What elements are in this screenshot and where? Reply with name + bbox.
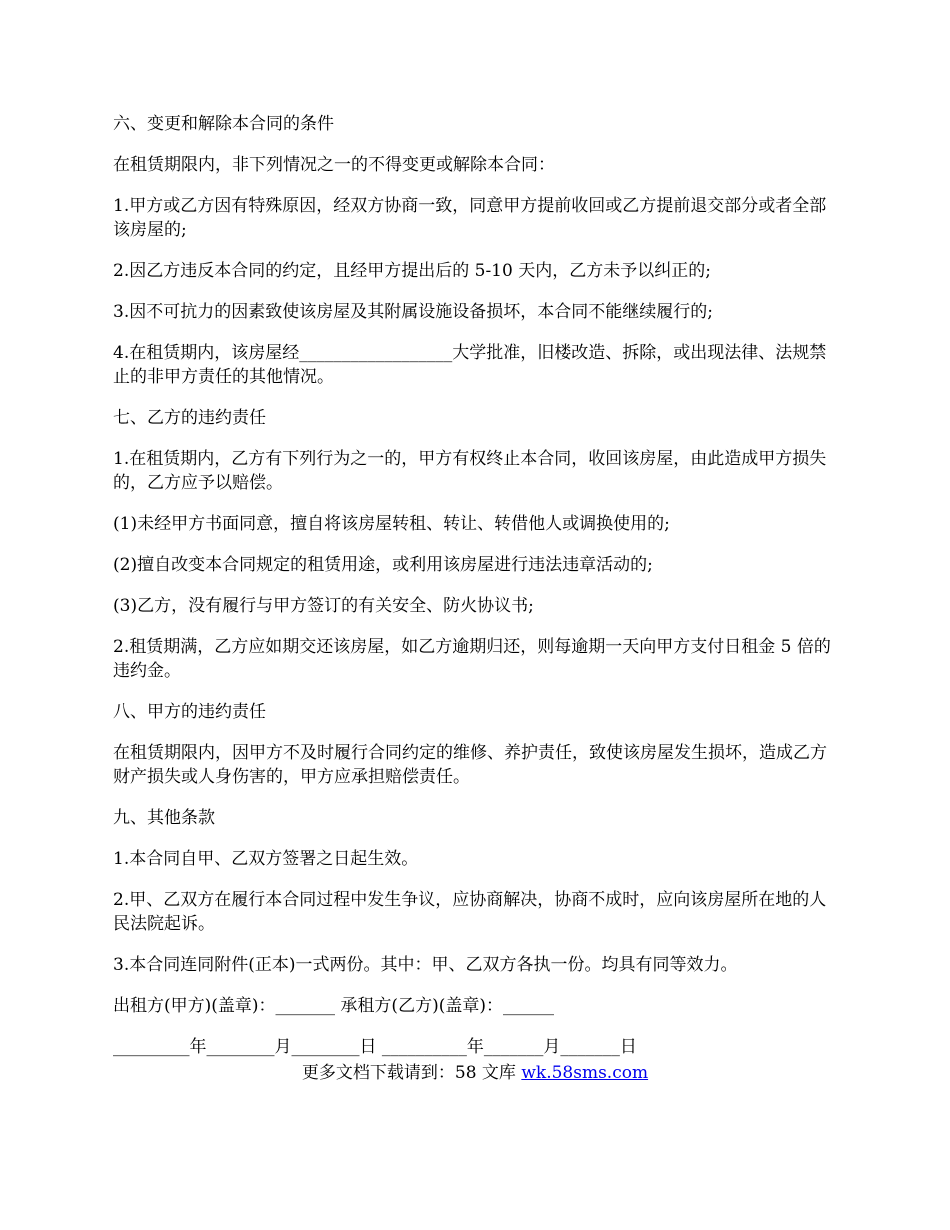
clause-7-1-c: (3)乙方，没有履行与甲方签订的有关安全、防火协议书; xyxy=(113,596,534,616)
section-heading-7: 七、乙方的违约责任 xyxy=(113,408,266,428)
paragraph: 在租赁期限内，非下列情况之一的不得变更或解除本合同： xyxy=(113,155,555,175)
clause-9-2: 2.甲、乙双方在履行本合同过程中发生争议，应协商解决，协商不成时，应向该房屋所在地的人民法院起诉。 xyxy=(113,890,827,934)
signature-line: 出租方(甲方)(盖章)：_______ 承租方(乙方)(盖章)：______ xyxy=(113,996,554,1016)
clause-7-1-a: (1)未经甲方书面同意，擅自将该房屋转租、转让、转借他人或调换使用的; xyxy=(113,514,670,534)
section-heading-8: 八、甲方的违约责任 xyxy=(113,702,266,722)
paragraph: 在租赁期限内，因甲方不及时履行合同约定的维修、养护责任，致使该房屋发生损坏，造成乙方财产损失或人身伤害的，甲方应承担赔偿责任。 xyxy=(113,743,827,787)
date-line: _________年________月________日 __________年_______月_______日 xyxy=(113,1037,637,1057)
section-heading-6: 六、变更和解除本合同的条件 xyxy=(113,114,334,134)
clause-7-2: 2.租赁期满，乙方应如期交还该房屋，如乙方逾期归还，则每逾期一天向甲方支付日租金 5 倍的违约金。 xyxy=(113,637,831,681)
clause-9-3: 3.本合同连同附件(正本)一式两份。其中：甲、乙双方各执一份。均具有同等效力。 xyxy=(113,955,738,975)
clause-7-1-b: (2)擅自改变本合同规定的租赁用途，或利用该房屋进行违法违章活动的; xyxy=(113,555,653,575)
clause-6-3: 3.因不可抗力的因素致使该房屋及其附属设施设备损坏，本合同不能继续履行的; xyxy=(113,302,713,322)
clause-6-2: 2.因乙方违反本合同的约定，且经甲方提出后的 5-10 天内，乙方未予以纠正的; xyxy=(113,261,711,281)
section-heading-9: 九、其他条款 xyxy=(113,808,215,828)
clause-6-4: 4.在租赁期内，该房屋经__________________大学批准，旧楼改造、拆除，或出现法律、法规禁止的非甲方责任的其他情况。 xyxy=(113,343,827,387)
clause-9-1: 1.本合同自甲、乙双方签署之日起生效。 xyxy=(113,849,419,869)
clause-6-1: 1.甲方或乙方因有特殊原因，经双方协商一致，同意甲方提前收回或乙方提前退交部分或者全部该房屋的; xyxy=(113,196,827,240)
footer-link[interactable]: wk.58sms.com xyxy=(521,1063,649,1083)
clause-7-1: 1.在租赁期内，乙方有下列行为之一的，甲方有权终止本合同，收回该房屋，由此造成甲方损失的，乙方应予以赔偿。 xyxy=(113,449,827,493)
document-body xyxy=(113,112,843,1076)
footer-text: 更多文档下载请到：58 文库 xyxy=(301,1063,522,1083)
footer xyxy=(0,1061,950,1085)
